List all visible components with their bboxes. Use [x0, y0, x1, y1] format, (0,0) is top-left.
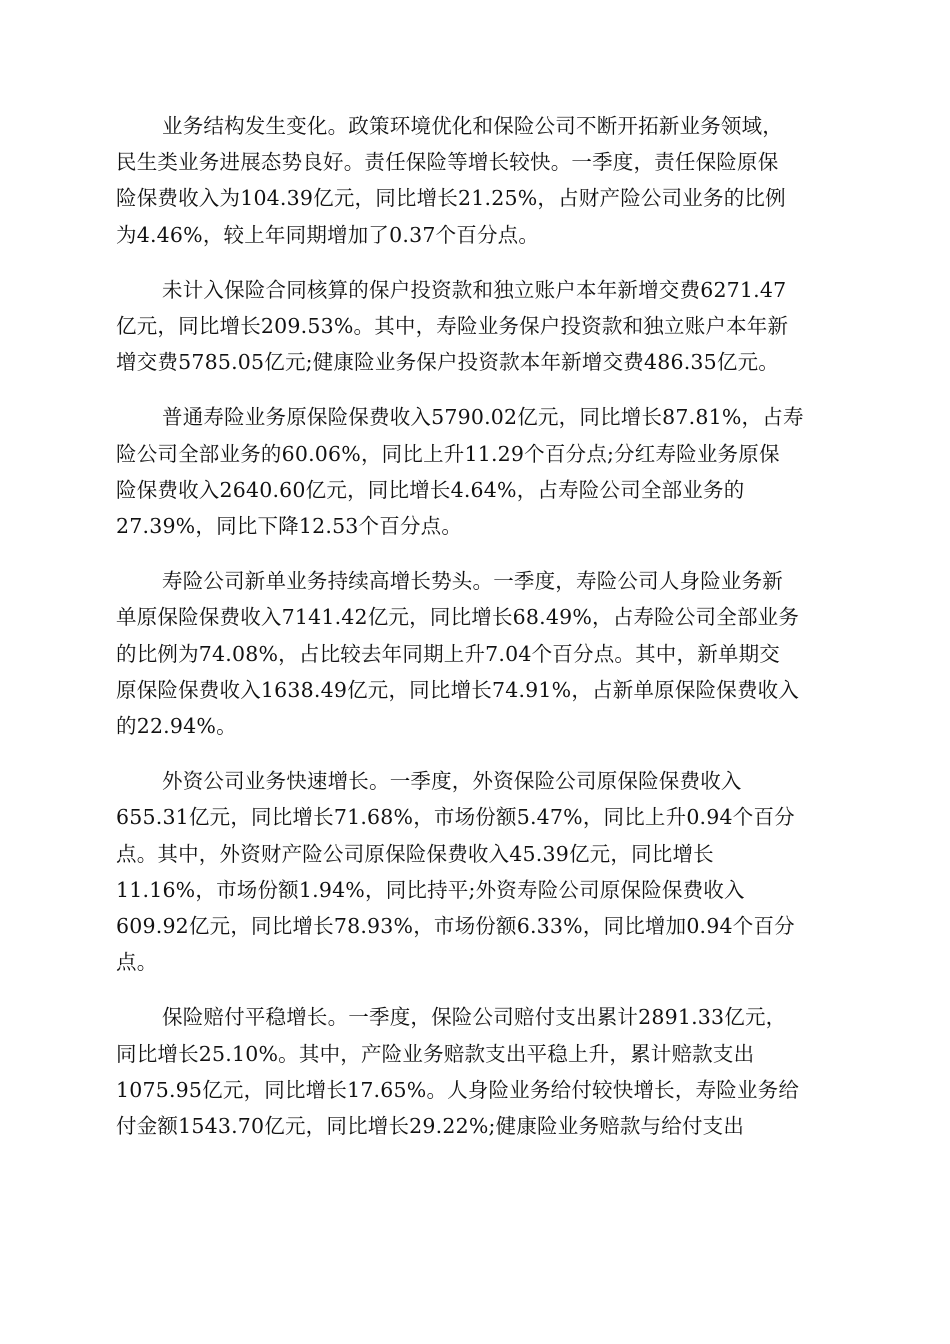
text-line: 险保费收入2640.60亿元，同比增长4.64%，占寿险公司全部业务的: [116, 477, 745, 502]
paragraph-new-business: [116, 563, 836, 744]
text-line: 付金额1543.70亿元，同比增长29.22%;健康险业务赔款与给付支出: [116, 1114, 745, 1139]
text-line: 外资公司业务快速增长。一季度，外资保险公司原保险保费收入: [162, 769, 742, 794]
text-line: 增交费5785.05亿元;健康险业务保户投资款本年新增交费486.35亿元。: [116, 350, 780, 375]
document-page: [116, 108, 836, 1163]
text-line: 民生类业务进展态势良好。责任保险等增长较快。一季度，责任保险原保: [116, 150, 779, 175]
text-line: 655.31亿元，同比增长71.68%，市场份额5.47%，同比上升0.94个百分: [116, 805, 795, 830]
text-line: 亿元，同比增长209.53%。其中，寿险业务保户投资款和独立账户本年新: [116, 314, 789, 339]
paragraph-life-insurance: [116, 399, 836, 544]
text-line: 单原保险保费收入7141.42亿元，同比增长68.49%，占寿险公司全部业务: [116, 605, 800, 630]
paragraph-business-structure: [116, 108, 836, 253]
text-line: 点。其中，外资财产险公司原保险保费收入45.39亿元，同比增长: [116, 841, 714, 866]
text-line: 的比例为74.08%，占比较去年同期上升7.04个百分点。其中，新单期交: [116, 641, 781, 666]
text-line: 业务结构发生变化。政策环境优化和保险公司不断开拓新业务领域，: [162, 114, 783, 138]
text-line: 11.16%，市场份额1.94%，同比持平;外资寿险公司原保险保费收入: [116, 877, 745, 902]
text-line: 寿险公司新单业务持续高增长势头。一季度，寿险公司人身险业务新: [162, 569, 783, 594]
text-line: 同比增长25.10%。其中，产险业务赔款支出平稳上升，累计赔款支出: [116, 1041, 755, 1066]
text-line: 609.92亿元，同比增长78.93%，市场份额6.33%，同比增加0.94个百分: [116, 914, 795, 939]
paragraph-foreign-companies: [116, 763, 836, 980]
text-line: 为4.46%，较上年同期增加了0.37个百分点。: [116, 222, 540, 247]
text-line: 普通寿险业务原保险保费收入5790.02亿元，同比增长87.81%，占寿: [162, 405, 804, 430]
text-line: 未计入保险合同核算的保户投资款和独立账户本年新增交费6271.47: [162, 277, 787, 302]
text-line: 的22.94%。: [116, 714, 237, 739]
text-line: 险保费收入为104.39亿元，同比增长21.25%，占财产险公司业务的比例: [116, 186, 786, 211]
text-line: 险公司全部业务的60.06%，同比上升11.29个百分点;分红寿险业务原保: [116, 441, 780, 466]
paragraph-claims: [116, 999, 836, 1144]
text-line: 27.39%，同比下降12.53个百分点。: [116, 514, 463, 539]
text-line: 1075.95亿元，同比增长17.65%。人身险业务给付较快增长，寿险业务给: [116, 1077, 800, 1102]
text-line: 保险赔付平稳增长。一季度，保险公司赔付支出累计2891.33亿元，: [162, 1005, 787, 1030]
text-line: 原保险保费收入1638.49亿元，同比增长74.91%，占新单原保险保费收入: [116, 677, 800, 702]
paragraph-investment-accounts: [116, 272, 836, 381]
text-line: 点。: [116, 950, 158, 975]
